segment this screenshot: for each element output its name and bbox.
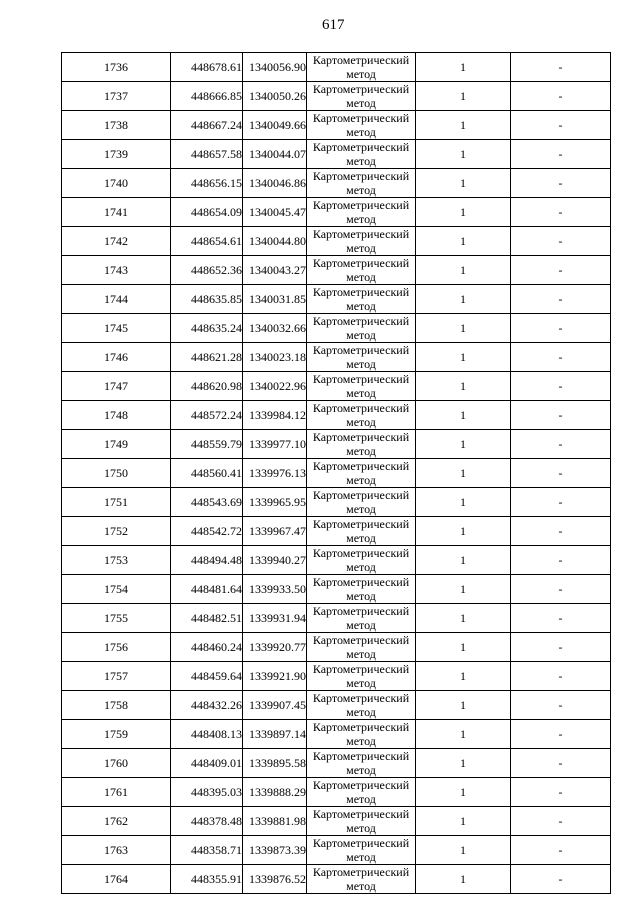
method-line-2: метод (346, 270, 376, 284)
method-line-1: Картометрический (312, 227, 410, 241)
method-line-2: метод (346, 212, 376, 226)
method-line-1: Картометрический (312, 140, 410, 154)
count-cell: 1 (416, 720, 511, 749)
method-line-2: метод (346, 763, 376, 777)
y-coordinate-cell: 1340056.90 (243, 53, 307, 82)
note-cell: - (511, 749, 611, 778)
y-coordinate-cell: 1339920.77 (243, 633, 307, 662)
y-coordinate-cell: 1339984.12 (243, 401, 307, 430)
note-cell: - (511, 169, 611, 198)
x-coordinate-cell: 448409.01 (171, 749, 243, 778)
method-line-2: метод (346, 560, 376, 574)
method-line-1: Картометрический (312, 749, 410, 763)
point-number-cell: 1758 (62, 691, 171, 720)
note-cell: - (511, 604, 611, 633)
count-cell: 1 (416, 111, 511, 140)
point-number-cell: 1755 (62, 604, 171, 633)
point-number-cell: 1764 (62, 865, 171, 894)
note-cell: - (511, 401, 611, 430)
method-cell (307, 488, 416, 517)
x-coordinate-cell: 448432.26 (171, 691, 243, 720)
y-coordinate-cell: 1339940.27 (243, 546, 307, 575)
point-number-cell: 1745 (62, 314, 171, 343)
note-cell: - (511, 836, 611, 865)
method-line-1: Картометрический (312, 633, 410, 647)
table-row (62, 53, 611, 82)
x-coordinate-cell: 448560.41 (171, 459, 243, 488)
point-number-cell: 1750 (62, 459, 171, 488)
y-coordinate-cell: 1340023.18 (243, 343, 307, 372)
note-cell: - (511, 778, 611, 807)
table-row (62, 575, 611, 604)
method-cell (307, 401, 416, 430)
table-row (62, 314, 611, 343)
method-cell (307, 749, 416, 778)
method-line-2: метод (346, 705, 376, 719)
point-number-cell: 1743 (62, 256, 171, 285)
y-coordinate-cell: 1340022.96 (243, 372, 307, 401)
method-line-2: метод (346, 792, 376, 806)
method-line-2: метод (346, 821, 376, 835)
note-cell: - (511, 662, 611, 691)
note-cell: - (511, 865, 611, 894)
method-line-2: метод (346, 96, 376, 110)
point-number-cell: 1739 (62, 140, 171, 169)
table-row (62, 256, 611, 285)
method-line-1: Картометрический (312, 807, 410, 821)
count-cell: 1 (416, 778, 511, 807)
method-line-1: Картометрический (312, 575, 410, 589)
count-cell: 1 (416, 198, 511, 227)
point-number-cell: 1762 (62, 807, 171, 836)
note-cell: - (511, 372, 611, 401)
method-cell (307, 807, 416, 836)
x-coordinate-cell: 448621.28 (171, 343, 243, 372)
method-line-1: Картометрический (312, 256, 410, 270)
x-coordinate-cell: 448656.15 (171, 169, 243, 198)
x-coordinate-cell: 448667.24 (171, 111, 243, 140)
method-line-2: метод (346, 67, 376, 81)
table-row (62, 459, 611, 488)
method-cell (307, 82, 416, 111)
note-cell: - (511, 314, 611, 343)
y-coordinate-cell: 1339931.94 (243, 604, 307, 633)
table-row (62, 720, 611, 749)
method-cell (307, 720, 416, 749)
point-number-cell: 1753 (62, 546, 171, 575)
method-cell (307, 372, 416, 401)
method-line-1: Картометрический (312, 459, 410, 473)
method-cell (307, 256, 416, 285)
method-line-2: метод (346, 531, 376, 545)
method-cell (307, 430, 416, 459)
method-line-2: метод (346, 444, 376, 458)
count-cell: 1 (416, 372, 511, 401)
x-coordinate-cell: 448678.61 (171, 53, 243, 82)
method-cell (307, 459, 416, 488)
method-line-2: метод (346, 647, 376, 661)
x-coordinate-cell: 448459.64 (171, 662, 243, 691)
method-cell (307, 227, 416, 256)
table-row (62, 517, 611, 546)
y-coordinate-cell: 1339965.95 (243, 488, 307, 517)
method-line-2: метод (346, 183, 376, 197)
count-cell: 1 (416, 285, 511, 314)
table-row (62, 343, 611, 372)
method-cell (307, 198, 416, 227)
method-cell (307, 546, 416, 575)
method-cell (307, 662, 416, 691)
count-cell: 1 (416, 575, 511, 604)
y-coordinate-cell: 1340031.85 (243, 285, 307, 314)
method-line-2: метод (346, 415, 376, 429)
table-row (62, 140, 611, 169)
x-coordinate-cell: 448635.85 (171, 285, 243, 314)
point-number-cell: 1756 (62, 633, 171, 662)
method-line-2: метод (346, 473, 376, 487)
table-row (62, 227, 611, 256)
note-cell: - (511, 53, 611, 82)
method-line-2: метод (346, 357, 376, 371)
table-row (62, 430, 611, 459)
note-cell: - (511, 227, 611, 256)
point-number-cell: 1749 (62, 430, 171, 459)
point-number-cell: 1759 (62, 720, 171, 749)
method-cell (307, 140, 416, 169)
method-line-2: метод (346, 589, 376, 603)
count-cell: 1 (416, 82, 511, 111)
x-coordinate-cell: 448378.48 (171, 807, 243, 836)
method-line-1: Картометрический (312, 691, 410, 705)
table-row (62, 662, 611, 691)
method-line-2: метод (346, 879, 376, 893)
count-cell: 1 (416, 807, 511, 836)
method-cell (307, 691, 416, 720)
y-coordinate-cell: 1339876.52 (243, 865, 307, 894)
x-coordinate-cell: 448395.03 (171, 778, 243, 807)
x-coordinate-cell: 448494.48 (171, 546, 243, 575)
y-coordinate-cell: 1339907.45 (243, 691, 307, 720)
note-cell: - (511, 140, 611, 169)
y-coordinate-cell: 1339888.29 (243, 778, 307, 807)
note-cell: - (511, 198, 611, 227)
table-row (62, 488, 611, 517)
point-number-cell: 1737 (62, 82, 171, 111)
x-coordinate-cell: 448542.72 (171, 517, 243, 546)
method-line-2: метод (346, 386, 376, 400)
x-coordinate-cell: 448543.69 (171, 488, 243, 517)
method-line-1: Картометрический (312, 488, 410, 502)
count-cell: 1 (416, 314, 511, 343)
count-cell: 1 (416, 749, 511, 778)
y-coordinate-cell: 1339897.14 (243, 720, 307, 749)
method-line-2: метод (346, 299, 376, 313)
method-cell (307, 343, 416, 372)
note-cell: - (511, 285, 611, 314)
table-row (62, 111, 611, 140)
table-row (62, 285, 611, 314)
method-cell (307, 778, 416, 807)
method-line-2: метод (346, 241, 376, 255)
method-line-2: метод (346, 850, 376, 864)
point-number-cell: 1763 (62, 836, 171, 865)
count-cell: 1 (416, 430, 511, 459)
y-coordinate-cell: 1339933.50 (243, 575, 307, 604)
note-cell: - (511, 633, 611, 662)
method-line-2: метод (346, 154, 376, 168)
count-cell: 1 (416, 633, 511, 662)
count-cell: 1 (416, 343, 511, 372)
note-cell: - (511, 256, 611, 285)
method-cell (307, 604, 416, 633)
point-number-cell: 1760 (62, 749, 171, 778)
table-row (62, 633, 611, 662)
y-coordinate-cell: 1339976.13 (243, 459, 307, 488)
method-line-1: Картометрический (312, 662, 410, 676)
table-row (62, 546, 611, 575)
point-number-cell: 1748 (62, 401, 171, 430)
table-row (62, 169, 611, 198)
count-cell: 1 (416, 691, 511, 720)
table-row (62, 778, 611, 807)
count-cell: 1 (416, 546, 511, 575)
method-line-2: метод (346, 618, 376, 632)
point-number-cell: 1754 (62, 575, 171, 604)
y-coordinate-cell: 1340049.66 (243, 111, 307, 140)
note-cell: - (511, 430, 611, 459)
y-coordinate-cell: 1339881.98 (243, 807, 307, 836)
method-line-1: Картометрический (312, 53, 410, 67)
y-coordinate-cell: 1340032.66 (243, 314, 307, 343)
count-cell: 1 (416, 53, 511, 82)
method-cell (307, 314, 416, 343)
method-cell (307, 285, 416, 314)
count-cell: 1 (416, 459, 511, 488)
method-line-1: Картометрический (312, 604, 410, 618)
x-coordinate-cell: 448572.24 (171, 401, 243, 430)
method-line-1: Картометрический (312, 343, 410, 357)
note-cell: - (511, 343, 611, 372)
count-cell: 1 (416, 865, 511, 894)
point-number-cell: 1757 (62, 662, 171, 691)
y-coordinate-cell: 1340044.07 (243, 140, 307, 169)
y-coordinate-cell: 1340043.27 (243, 256, 307, 285)
table-row (62, 372, 611, 401)
point-number-cell: 1742 (62, 227, 171, 256)
table-row (62, 749, 611, 778)
y-coordinate-cell: 1339873.39 (243, 836, 307, 865)
method-line-1: Картометрический (312, 401, 410, 415)
note-cell: - (511, 575, 611, 604)
x-coordinate-cell: 448482.51 (171, 604, 243, 633)
x-coordinate-cell: 448358.71 (171, 836, 243, 865)
count-cell: 1 (416, 227, 511, 256)
method-cell (307, 633, 416, 662)
x-coordinate-cell: 448355.91 (171, 865, 243, 894)
note-cell: - (511, 517, 611, 546)
y-coordinate-cell: 1339967.47 (243, 517, 307, 546)
method-line-2: метод (346, 676, 376, 690)
method-cell (307, 575, 416, 604)
point-number-cell: 1740 (62, 169, 171, 198)
count-cell: 1 (416, 836, 511, 865)
note-cell: - (511, 459, 611, 488)
method-cell (307, 111, 416, 140)
y-coordinate-cell: 1339921.90 (243, 662, 307, 691)
note-cell: - (511, 546, 611, 575)
table-row (62, 865, 611, 894)
count-cell: 1 (416, 256, 511, 285)
y-coordinate-cell: 1339977.10 (243, 430, 307, 459)
point-number-cell: 1747 (62, 372, 171, 401)
method-cell (307, 517, 416, 546)
x-coordinate-cell: 448481.64 (171, 575, 243, 604)
method-line-1: Картометрический (312, 546, 410, 560)
note-cell: - (511, 488, 611, 517)
x-coordinate-cell: 448657.58 (171, 140, 243, 169)
coordinates-table (61, 52, 611, 894)
x-coordinate-cell: 448666.85 (171, 82, 243, 111)
method-line-1: Картометрический (312, 169, 410, 183)
count-cell: 1 (416, 517, 511, 546)
point-number-cell: 1746 (62, 343, 171, 372)
method-line-1: Картометрический (312, 778, 410, 792)
method-cell (307, 53, 416, 82)
method-line-1: Картометрический (312, 82, 410, 96)
point-number-cell: 1751 (62, 488, 171, 517)
method-line-1: Картометрический (312, 314, 410, 328)
note-cell: - (511, 807, 611, 836)
coordinates-table-body (62, 53, 611, 894)
table-row (62, 401, 611, 430)
method-line-1: Картометрический (312, 836, 410, 850)
method-line-1: Картометрический (312, 111, 410, 125)
method-line-2: метод (346, 734, 376, 748)
note-cell: - (511, 82, 611, 111)
count-cell: 1 (416, 662, 511, 691)
x-coordinate-cell: 448559.79 (171, 430, 243, 459)
method-line-2: метод (346, 502, 376, 516)
y-coordinate-cell: 1340045.47 (243, 198, 307, 227)
method-line-1: Картометрический (312, 285, 410, 299)
method-line-1: Картометрический (312, 865, 410, 879)
method-line-1: Картометрический (312, 372, 410, 386)
table-row (62, 807, 611, 836)
method-line-1: Картометрический (312, 720, 410, 734)
page-number: 617 (322, 17, 345, 33)
point-number-cell: 1736 (62, 53, 171, 82)
count-cell: 1 (416, 488, 511, 517)
count-cell: 1 (416, 604, 511, 633)
note-cell: - (511, 111, 611, 140)
x-coordinate-cell: 448460.24 (171, 633, 243, 662)
y-coordinate-cell: 1340050.26 (243, 82, 307, 111)
method-line-1: Картометрический (312, 198, 410, 212)
count-cell: 1 (416, 140, 511, 169)
x-coordinate-cell: 448654.61 (171, 227, 243, 256)
point-number-cell: 1738 (62, 111, 171, 140)
point-number-cell: 1744 (62, 285, 171, 314)
method-line-1: Картометрический (312, 517, 410, 531)
point-number-cell: 1761 (62, 778, 171, 807)
y-coordinate-cell: 1340046.86 (243, 169, 307, 198)
method-line-2: метод (346, 328, 376, 342)
table-row (62, 604, 611, 633)
count-cell: 1 (416, 401, 511, 430)
table-row (62, 691, 611, 720)
point-number-cell: 1741 (62, 198, 171, 227)
table-row (62, 836, 611, 865)
note-cell: - (511, 720, 611, 749)
x-coordinate-cell: 448654.09 (171, 198, 243, 227)
method-line-1: Картометрический (312, 430, 410, 444)
method-cell (307, 169, 416, 198)
x-coordinate-cell: 448652.36 (171, 256, 243, 285)
note-cell: - (511, 691, 611, 720)
y-coordinate-cell: 1340044.80 (243, 227, 307, 256)
method-cell (307, 865, 416, 894)
count-cell: 1 (416, 169, 511, 198)
x-coordinate-cell: 448408.13 (171, 720, 243, 749)
point-number-cell: 1752 (62, 517, 171, 546)
y-coordinate-cell: 1339895.58 (243, 749, 307, 778)
method-cell (307, 836, 416, 865)
x-coordinate-cell: 448635.24 (171, 314, 243, 343)
x-coordinate-cell: 448620.98 (171, 372, 243, 401)
table-row (62, 82, 611, 111)
method-line-2: метод (346, 125, 376, 139)
table-row (62, 198, 611, 227)
